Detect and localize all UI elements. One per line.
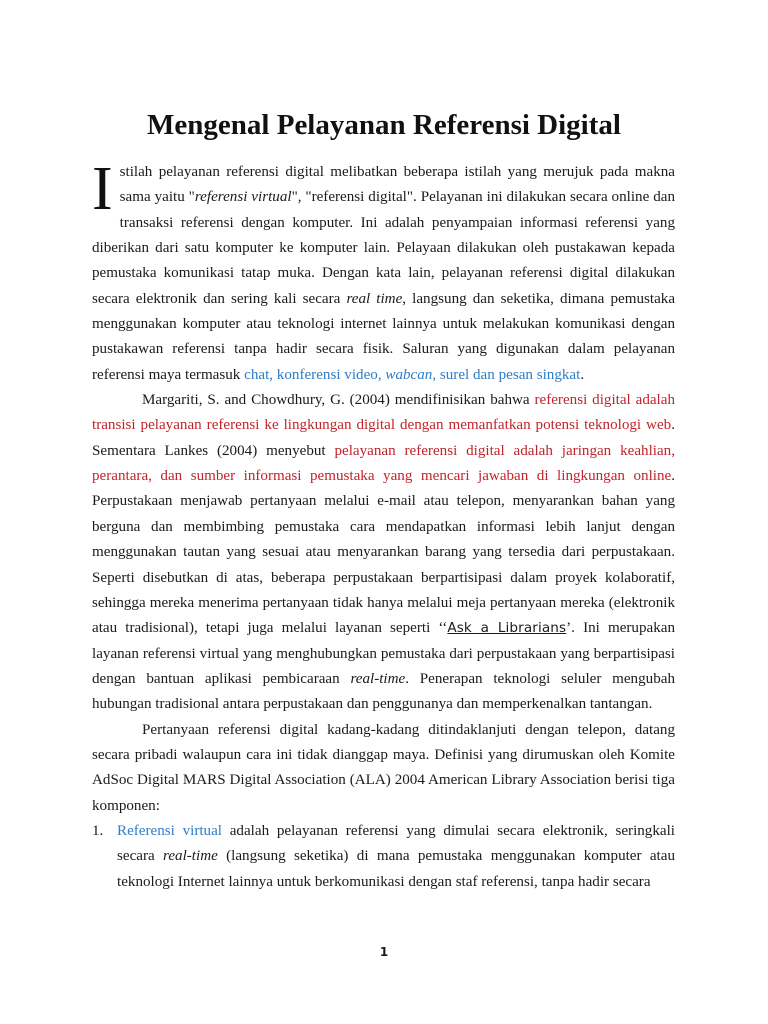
text-run: . Penerapan teknologi seluler mengubah hubungan tradisional antara perpustakaan dan penggunanya dan memperkenalkan tantangan. bbox=[92, 670, 675, 713]
italic-term: real-time bbox=[350, 670, 406, 687]
text-run: Margariti, S. and Chowdhury, G. (2004) mendifinisikan bahwa bbox=[142, 392, 535, 409]
text-run: . bbox=[580, 366, 585, 383]
paragraph-2 bbox=[92, 388, 675, 717]
text-run: ’. Ini merupakan layanan referensi virtual yang menghubungkan pemustaka dari perpustakaan yang berpartisipasi dengan bantuan aplikasi pembicaraan bbox=[92, 620, 676, 687]
italic-term: referensi virtual bbox=[194, 189, 292, 206]
text-run: . Sementara Lankes (2004) menyebut bbox=[92, 417, 675, 459]
paragraph-1 bbox=[92, 155, 676, 388]
text-run: stilah pelayanan referensi digital melibatkan beberapa istilah yang merujuk pada makna sama yaitu " bbox=[119, 164, 675, 206]
paragraph-3: Pertanyaan referensi digital kadang-kadang ditindaklanjuti dengan telepon, datang secara pribadi walaupun cara ini tidak dianggap maya. Definisi yang dirumuskan oleh Komite AdSoc Digital MARS Digital Association (ALA) 2004 American Library Association berisi tiga komponen: bbox=[92, 721, 675, 814]
ask-a-librarians-link[interactable]: Ask a Librarians bbox=[447, 620, 567, 637]
text-run: . Perpustakaan menjawab pertanyaan melalui e-mail atau telepon, menyarankan bahan yang berguna dan membimbing pemustaka cara mendapatkan informasi lebih lanjut dengan menggunakan tautan yang sesuai atau menyarankan barang yang tersedia dari perpustakaan. Seperti disebutkan di atas, beberapa perpustakaan berpartisipasi dalam proyek kolaboratif, sehingga mereka menerima pertanyaan tidak hanya melalui meja pertanyaan mereka (elektronik atau tradisional), tetapi juga melalui layanan seperti ‘‘ bbox=[92, 468, 675, 637]
text-run: adalah pelayanan referensi yang dimulai secara elektronik, seringkali secara bbox=[117, 822, 675, 865]
highlight-blue: chat, konferensi video, bbox=[244, 366, 386, 383]
highlight-blue: Referensi virtual bbox=[117, 822, 222, 839]
document-body bbox=[92, 155, 676, 895]
page-title: Mengenal Pelayanan Referensi Digital bbox=[147, 109, 621, 142]
italic-term: real-time bbox=[163, 848, 218, 865]
drop-cap: I bbox=[92, 155, 113, 223]
text-run: ", "referensi digital". Pelayanan ini dilakukan secara online dan transaksi referensi dengan komputer. Ini adalah penyampaian informasi referensi yang diberikan dari satu komputer ke komputer lain. Pelayaan dilakukan oleh pustakawan kepada pemustaka komunikasi tatap muka. Dengan kata lain, pelayanan referensi digital dilakukan secara elektronik dan sering kali secara bbox=[92, 189, 675, 307]
highlight-red: pelayanan referensi digital adalah jaringan keahlian, perantara, dan sumber informasi pemustaka yang mencari jawaban di lingkungan online bbox=[92, 442, 675, 485]
highlight-blue-italic: wabcan bbox=[385, 366, 433, 383]
list-number: 1. bbox=[92, 822, 104, 839]
italic-term: real time bbox=[346, 290, 403, 307]
page-number: 1 bbox=[379, 945, 389, 959]
highlight-red: referensi digital adalah transisi pelayanan referensi ke lingkungan digital dengan memanfatkan potensi teknologi web bbox=[92, 392, 676, 434]
text-run: (langsung seketika) di mana pemustaka menggunakan komputer atau teknologi Internet lainnya untuk berkomunikasi dengan staf referensi, tanpa hadir secara bbox=[117, 848, 675, 890]
paragraph-1-text bbox=[92, 155, 676, 388]
highlight-blue: , surel dan pesan singkat bbox=[432, 366, 581, 383]
text-run: , langsung dan seketika, dimana pemustaka menggunakan komputer atau teknologi internet lainnya untuk melakukan komunikasi dengan pustakawan referensi tanpa hadir secara fisik. Saluran yang digunakan dalam pelayanan referensi maya termasuk bbox=[92, 290, 676, 383]
list-item-1 bbox=[92, 819, 675, 895]
